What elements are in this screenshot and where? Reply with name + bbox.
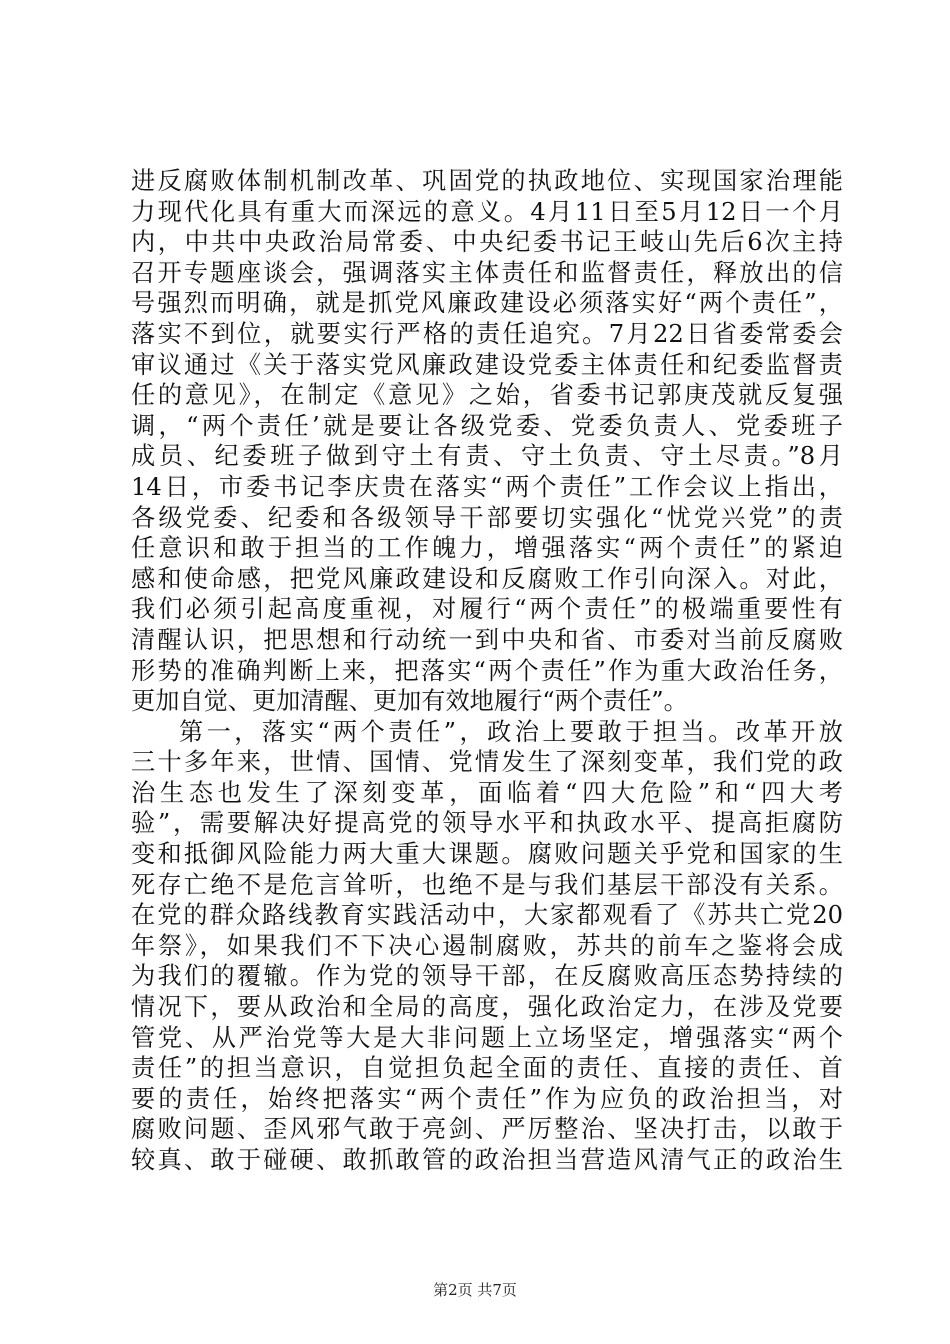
text-line: 责任”的担当意识，自觉担负起全面的责任、直接的责任、首 bbox=[131, 1054, 843, 1083]
text-line: 内，中共中央政治局常委、中央纪委书记王岐山先后6次主持 bbox=[131, 228, 843, 257]
text-line: 在党的群众路线教育实践活动中，大家都观看了《苏共亡党20 bbox=[131, 901, 843, 930]
text-line: 召开专题座谈会，强调落实主体责任和监督责任，释放出的信 bbox=[131, 258, 843, 287]
text-line: 三十多年来，世情、国情、党情发生了深刻变革，我们党的政 bbox=[131, 748, 843, 777]
text-line: 审议通过《关于落实党风廉政建设党委主体责任和纪委监督责 bbox=[131, 350, 843, 379]
text-line: 力现代化具有重大而深远的意义。4月11日至5月12日一个月 bbox=[131, 197, 843, 226]
body-text bbox=[131, 166, 843, 1176]
text-line: 各级党委、纪委和各级领导干部要切实强化“忧党兴党”的责 bbox=[131, 503, 843, 532]
text-line: 调，“两个责任’就是要让各级党委、党委负责人、党委班子 bbox=[131, 411, 843, 440]
text-line: 验”，需要解决好提高党的领导水平和执政水平、提高拒腐防 bbox=[131, 809, 843, 838]
text-line: 号强烈而明确，就是抓党风廉政建设必须落实好“两个责任”， bbox=[131, 289, 843, 318]
page-number-footer: 第2页 共7页 bbox=[433, 1281, 517, 1299]
text-line: 任意识和敢于担当的工作魄力，增强落实“两个责任”的紧迫 bbox=[131, 534, 843, 563]
text-line: 为我们的覆辙。作为党的领导干部，在反腐败高压态势持续的 bbox=[131, 962, 843, 991]
text-line: 较真、敢于碰硬、敢抓敢管的政治担当营造风清气正的政治生 bbox=[131, 1146, 843, 1174]
text-line: 清醒认识，把思想和行动统一到中央和省、市委对当前反腐败 bbox=[131, 625, 843, 654]
text-line: 年祭》，如果我们不下决心遏制腐败，苏共的前车之鉴将会成 bbox=[131, 931, 843, 960]
text-line: 成员、纪委班子做到守土有责、守土负责、守土尽责。”8月 bbox=[131, 442, 843, 471]
text-line: 任的意见》，在制定《意见》之始，省委书记郭庚茂就反复强 bbox=[131, 381, 843, 410]
text-line: 更加自觉、更加清醒、更加有效地履行“两个责任”。 bbox=[131, 687, 688, 716]
text-line: 感和使命感，把党风廉政建设和反腐败工作引向深入。对此， bbox=[131, 564, 843, 593]
text-line: 14日，市委书记李庆贵在落实“两个责任”工作会议上指出， bbox=[131, 472, 843, 501]
text-line: 第一，落实“两个责任”，政治上要敢于担当。改革开放 bbox=[179, 717, 843, 746]
text-line: 落实不到位，就要实行严格的责任追究。7月22日省委常委会 bbox=[131, 319, 843, 348]
text-line: 管党、从严治党等大是大非问题上立场坚定，增强落实“两个 bbox=[131, 1023, 843, 1052]
text-line: 我们必须引起高度重视，对履行“两个责任”的极端重要性有 bbox=[131, 595, 843, 624]
text-line: 死存亡绝不是危言耸听，也绝不是与我们基层干部没有关系。 bbox=[131, 870, 843, 899]
text-line: 情况下，要从政治和全局的高度，强化政治定力，在涉及党要 bbox=[131, 993, 843, 1022]
text-line: 腐败问题、歪风邪气敢于亮剑、严厉整治、坚决打击，以敢于 bbox=[131, 1115, 843, 1144]
text-line: 治生态也发生了深刻变革，面临着“四大危险”和“四大考 bbox=[131, 778, 843, 807]
text-line: 形势的准确判断上来，把落实“两个责任”作为重大政治任务， bbox=[131, 656, 843, 685]
text-line: 进反腐败体制机制改革、巩固党的执政地位、实现国家治理能 bbox=[131, 167, 843, 195]
text-line: 变和抵御风险能力两大重大课题。腐败问题关乎党和国家的生 bbox=[131, 840, 843, 869]
text-line: 要的责任，始终把落实“两个责任”作为应负的政治担当，对 bbox=[131, 1084, 843, 1113]
